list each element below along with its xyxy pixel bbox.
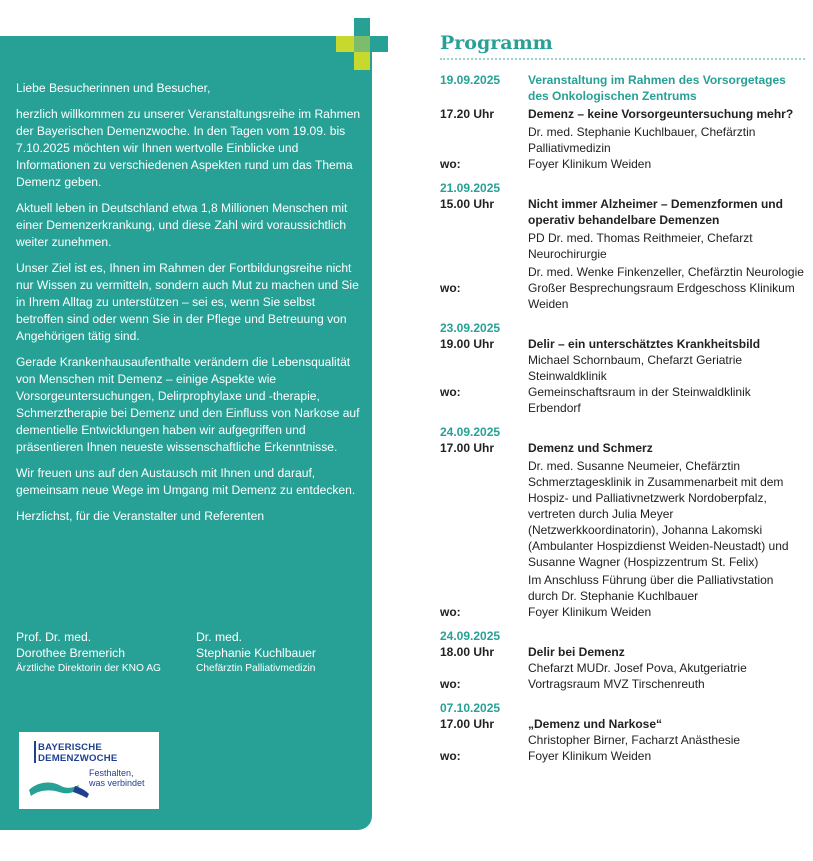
- event-date: 19.09.2025: [440, 73, 501, 87]
- logo-bar: [34, 741, 36, 763]
- event-note: Veranstaltung im Rahmen des Vorsorgetages des Onkologischen Zentrums: [528, 73, 786, 103]
- letter-paragraph: herzlich willkommen zu unserer Veranstaltungsreihe im Rahmen der Bayerischen Demenzwoche. In den Tagen vom 19.09. bis 7.10.2025 möchten wir Ihnen wertvolle Einblicke und Informationen zu verschiedenen Aspekten rund um das Thema Demenz geben.: [16, 107, 361, 189]
- event-time: 17.20 Uhr: [440, 107, 495, 121]
- letter-paragraph: Wir freuen uns auf den Austausch mit Ihnen und darauf, gemeinsam neue Wege im Umgang mit Demenz zu entdecken.: [16, 466, 356, 497]
- signature-name: Dorothee Bremerich: [16, 646, 126, 660]
- event-speaker: Christopher Birner, Facharzt Anästhesie: [528, 733, 741, 747]
- event-3: [440, 320, 805, 416]
- welcome-letter: [16, 80, 361, 534]
- event-speaker: Dr. med. Susanne Neumeier, Chefärztin Schmerztagesklinik in Zusammenarbeit mit dem Hospiz- und Palliativnetzwerk Nordoberpfalz, vertreten durch Julia Meyer (Netzwerkkoordinatorin), Johanna Lakomski (Ambulanter Hospizdienst Weiden-Neustadt) und Susanne Wagner (Hospizzentrum St. Felix): [528, 459, 789, 569]
- event-date: 24.09.2025: [440, 629, 501, 643]
- event-where: Foyer Klinikum Weiden: [528, 605, 652, 619]
- program: [440, 32, 805, 764]
- event-date: 21.09.2025: [440, 181, 501, 195]
- event-time: 18.00 Uhr: [440, 645, 495, 659]
- event-date: 07.10.2025: [440, 701, 501, 715]
- event-speaker: PD Dr. med. Thomas Reithmeier, Chefarzt Neurochirurgie: [528, 231, 753, 261]
- letter-greeting: Liebe Besucherinnen und Besucher,: [16, 81, 211, 95]
- event-speaker: Dr. med. Wenke Finkenzeller, Chefärztin Neurologie: [528, 265, 804, 279]
- event-time: 15.00 Uhr: [440, 197, 495, 211]
- letter-closing: Herzlichst, für die Veranstalter und Referenten: [16, 509, 265, 523]
- event-4: [440, 424, 805, 620]
- event-1: [440, 72, 805, 172]
- event-time: 17.00 Uhr: [440, 441, 495, 455]
- event-title: „Demenz und Narkose“: [528, 717, 663, 731]
- where-label: wo:: [440, 749, 461, 763]
- logo-tagline-2: was verbindet: [89, 778, 145, 788]
- event-title: Delir bei Demenz: [528, 645, 625, 659]
- signature-1: [16, 629, 161, 677]
- event-date: 24.09.2025: [440, 425, 501, 439]
- event-date: 23.09.2025: [440, 321, 501, 335]
- signature-2: [196, 629, 316, 677]
- event-where: Foyer Klinikum Weiden: [528, 749, 652, 763]
- event-speaker: Chefarzt MUDr. Josef Pova, Akutgeriatrie: [528, 661, 747, 675]
- event-time: 19.00 Uhr: [440, 337, 495, 351]
- event-title: Nicht immer Alzheimer – Demenzformen und operativ behandelbare Demenzen: [528, 197, 783, 227]
- event-speaker: Michael Schornbaum, Chefarzt Geriatrie Steinwaldklinik: [528, 353, 743, 383]
- event-time: 17.00 Uhr: [440, 717, 495, 731]
- letter-paragraph: Unser Ziel ist es, Ihnen im Rahmen der Fortbildungsreihe nicht nur Wissen zu vermitteln, sondern auch Mut zu machen und Sie in Ihrem Alltag zu unterstützen – sei es, wenn Sie selbst betroffen sind oder wenn Sie in der Pflege und Betreuung von Angehörigen tätig sind.: [16, 261, 359, 343]
- logo-line2: DEMENZWOCHE: [38, 753, 118, 764]
- event-title: Demenz – keine Vorsorgeuntersuchung mehr?: [528, 107, 794, 121]
- event-where: Gemeinschaftsraum in der Steinwaldklinik Erbendorf: [528, 385, 751, 415]
- where-label: wo:: [440, 281, 461, 295]
- hands-icon: [27, 776, 97, 804]
- logo-tagline-1: Festhalten,: [89, 768, 134, 778]
- event-2: [440, 180, 805, 312]
- event-6: [440, 700, 805, 764]
- signature-role: Ärztliche Direktorin der KNO AG: [16, 663, 161, 674]
- event-speaker: Dr. med. Stephanie Kuchlbauer, Chefärztin Palliativmedizin: [528, 125, 756, 155]
- signature-title: Prof. Dr. med.: [16, 630, 92, 644]
- logo-line1: BAYERISCHE: [38, 742, 103, 753]
- logo-title: [38, 742, 117, 764]
- signature-role: Chefärztin Palliativmedizin: [196, 663, 316, 674]
- demenzwoche-logo: [19, 732, 159, 809]
- event-where: Großer Besprechungsraum Erdgeschoss Klinikum Weiden: [528, 281, 795, 311]
- event-where: Vortragsraum MVZ Tirschenreuth: [528, 677, 705, 691]
- event-title: Delir – ein unterschätztes Krankheitsbild: [528, 337, 761, 351]
- program-heading: Programm: [440, 32, 805, 60]
- letter-paragraph: Aktuell leben in Deutschland etwa 1,8 Millionen Menschen mit einer Demenzerkrankung, und diese Zahl wird voraussichtlich weiter zunehmen.: [16, 201, 348, 249]
- where-label: wo:: [440, 677, 461, 691]
- where-label: wo:: [440, 605, 461, 619]
- plus-cross-icon: [336, 18, 388, 70]
- where-label: wo:: [440, 157, 461, 171]
- event-title: Demenz und Schmerz: [528, 441, 653, 455]
- where-label: wo:: [440, 385, 461, 399]
- letter-paragraph: Gerade Krankenhausaufenthalte verändern die Lebensqualität von Menschen mit Demenz – einige Aspekte wie Vorsorgeuntersuchungen, Delirprophylaxe und -therapie, Schmerztherapie bei Demenz und den Einfluss von Narkose auf dementielle Entwicklungen haben wir aufgegriffen und präsentieren Ihnen neueste wissenschaftliche Erkenntnisse.: [16, 355, 360, 454]
- event-5: [440, 628, 805, 692]
- logo-tagline: [89, 768, 145, 788]
- event-where: Foyer Klinikum Weiden: [528, 157, 652, 171]
- signature-name: Stephanie Kuchlbauer: [196, 646, 316, 660]
- event-speaker: Im Anschluss Führung über die Palliativstation durch Dr. Stephanie Kuchlbauer: [528, 573, 774, 603]
- signature-title: Dr. med.: [196, 630, 243, 644]
